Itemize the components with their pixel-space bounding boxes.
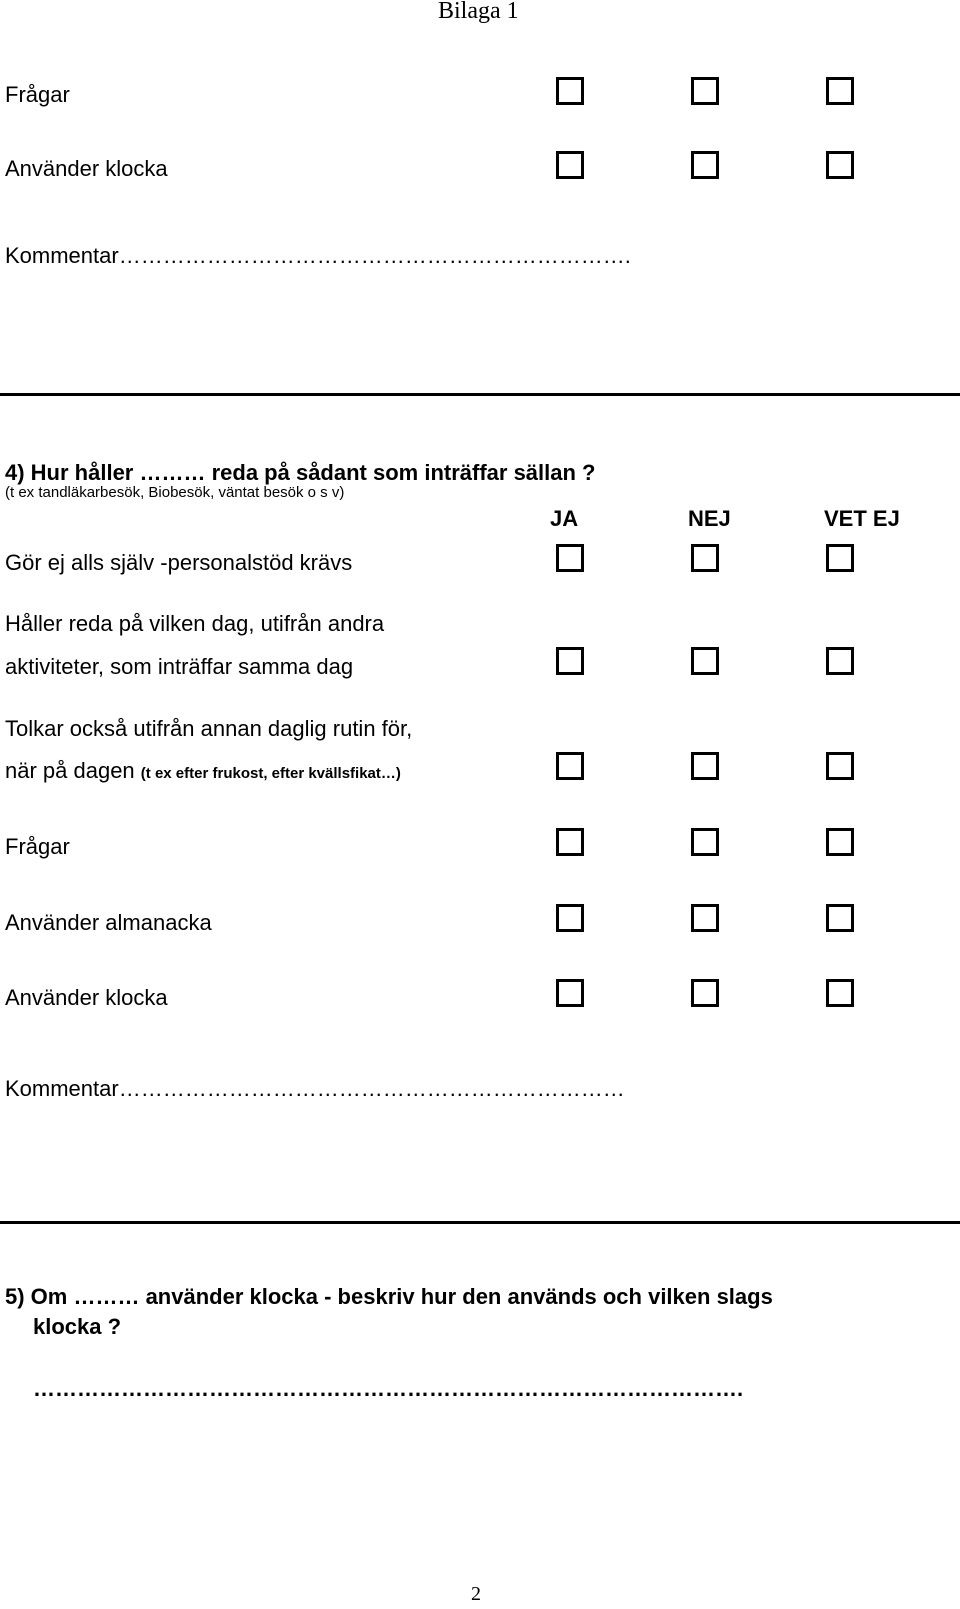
checkbox-aktiviteter-nej[interactable] [691, 647, 719, 675]
checkbox-fragar-vetej[interactable] [826, 828, 854, 856]
column-header-nej: NEJ [688, 506, 731, 531]
question-5-line2: klocka ? [33, 1314, 122, 1339]
checkbox-klocka-nej-top[interactable] [691, 151, 719, 179]
checkbox-personalstod-vetej[interactable] [826, 544, 854, 572]
row-label-fragar: Frågar [5, 834, 70, 859]
comment-text-q4: Kommentar…………………………………………………………… [5, 1076, 625, 1101]
checkbox-almanacka-ja[interactable] [556, 904, 584, 932]
section-divider-2 [0, 1221, 960, 1224]
page-number: 2 [471, 1583, 481, 1605]
checkbox-rutin-vetej[interactable] [826, 752, 854, 780]
question-4-subtitle: (t ex tandläkarbesök, Biobesök, väntat besök o s v) [5, 484, 345, 501]
checkbox-aktiviteter-ja[interactable] [556, 647, 584, 675]
row-label-rutin-line1: Tolkar också utifrån annan daglig rutin för, [5, 716, 413, 741]
checkbox-personalstod-ja[interactable] [556, 544, 584, 572]
column-header-ja: JA [550, 506, 579, 531]
checkbox-rutin-ja[interactable] [556, 752, 584, 780]
row-label-fragar-top: Frågar [5, 82, 70, 107]
row-label-aktiviteter-line2: aktiviteter, som inträffar samma dag [5, 654, 354, 679]
checkbox-fragar-ja-top[interactable] [556, 77, 584, 105]
section-divider-1 [0, 393, 960, 396]
checkbox-fragar-nej-top[interactable] [691, 77, 719, 105]
column-header-vet-ej: VET EJ [824, 506, 900, 531]
checkbox-klocka-ja[interactable] [556, 979, 584, 1007]
checkbox-fragar-nej[interactable] [691, 828, 719, 856]
answer-line-q5[interactable]: ……………………………………………………………………………………. [33, 1376, 744, 1401]
comment-line-q4[interactable] [5, 1076, 625, 1102]
checkbox-klocka-vetej-top[interactable] [826, 151, 854, 179]
checkbox-almanacka-vetej[interactable] [826, 904, 854, 932]
checkbox-fragar-vetej-top[interactable] [826, 77, 854, 105]
checkbox-aktiviteter-vetej[interactable] [826, 647, 854, 675]
row-label-aktiviteter-line1: Håller reda på vilken dag, utifrån andra [5, 611, 385, 636]
page-header: Bilaga 1 [438, 0, 519, 24]
row-label-rutin-example: (t ex efter frukost, efter kvällsfikat…) [140, 765, 401, 782]
row-label-rutin-line2 [5, 758, 401, 784]
checkbox-fragar-ja[interactable] [556, 828, 584, 856]
question-4-title: 4) Hur håller ……… reda på sådant som inträffar sällan ? [5, 460, 596, 485]
row-label-rutin-text: när på dagen [5, 758, 135, 783]
comment-line-top[interactable]: Kommentar……………………………………………………………. [5, 243, 631, 268]
row-label-anvander-klocka: Använder klocka [5, 985, 168, 1010]
checkbox-klocka-ja-top[interactable] [556, 151, 584, 179]
checkbox-rutin-nej[interactable] [691, 752, 719, 780]
checkbox-klocka-vetej[interactable] [826, 979, 854, 1007]
checkbox-klocka-nej[interactable] [691, 979, 719, 1007]
row-label-personalstod: Gör ej alls själv -personalstöd krävs [5, 550, 353, 575]
row-label-anvander-klocka-top: Använder klocka [5, 156, 168, 181]
checkbox-personalstod-nej[interactable] [691, 544, 719, 572]
checkbox-almanacka-nej[interactable] [691, 904, 719, 932]
question-5-line1: 5) Om ……… använder klocka - beskriv hur den används och vilken slags [5, 1284, 773, 1309]
row-label-almanacka: Använder almanacka [5, 910, 212, 935]
